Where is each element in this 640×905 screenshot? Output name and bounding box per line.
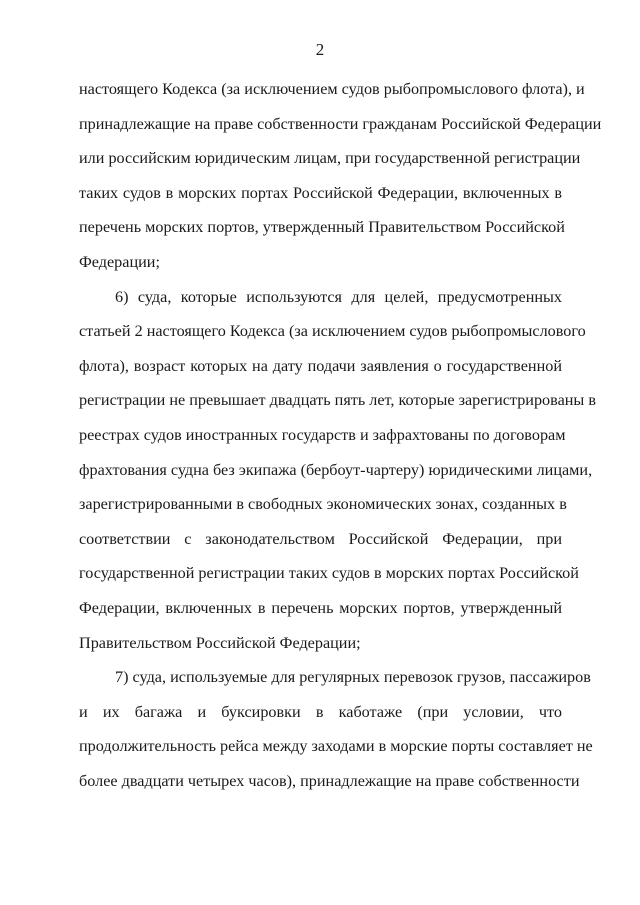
- text-line: регистрации не превышает двадцать пять лет, которые зарегистрированы в: [79, 391, 596, 410]
- paragraph-continuation: [79, 72, 602, 280]
- text-line: 6) суда, которые используются для целей, предусмотренных: [115, 287, 562, 306]
- text-line: принадлежащие на праве собственности гражданам Российской Федерации: [79, 114, 602, 133]
- text-line: перечень морских портов, утвержденный Правительством Российской: [79, 218, 565, 237]
- text-line: соответствии с законодательством Российской Федерации, при: [79, 529, 562, 548]
- text-line: Федерации;: [79, 252, 160, 271]
- page-number: 2: [315, 40, 325, 59]
- text-line: статьей 2 настоящего Кодекса (за исключением судов рыбопромыслового: [79, 322, 586, 341]
- text-line: государственной регистрации таких судов в морских портах Российской: [79, 564, 579, 583]
- text-line: фрахтования судна без экипажа (бербоут-чартеру) юридическими лицами,: [79, 460, 593, 479]
- text-line: таких судов в морских портах Российской Федерации, включенных в: [79, 183, 562, 202]
- text-line: Федерации, включенных в перечень морских портов, утвержденный: [79, 598, 562, 617]
- text-line: более двадцати четырех часов), принадлежащие на праве собственности: [79, 771, 580, 790]
- text-line: Правительством Российской Федерации;: [79, 633, 361, 652]
- document-body: [79, 72, 602, 798]
- text-line: и их багажа и буксировки в каботаже (при условии, что: [79, 702, 562, 721]
- paragraph-item-6: [79, 280, 596, 661]
- text-line: реестрах судов иностранных государств и зафрахтованы по договорам: [79, 425, 566, 444]
- text-line: 7) суда, используемые для регулярных перевозок грузов, пассажиров: [115, 668, 591, 687]
- text-line: продолжительность рейса между заходами в морские порты составляет не: [79, 737, 593, 756]
- text-line: зарегистрированными в свободных экономических зонах, созданных в: [79, 495, 567, 514]
- text-line: флота), возраст которых на дату подачи заявления о государственной: [79, 356, 562, 375]
- paragraph-item-7: [79, 660, 593, 798]
- text-line: настоящего Кодекса (за исключением судов рыбопромыслового флота), и: [79, 80, 585, 98]
- text-line: или российским юридическим лицам, при государственной регистрации: [79, 149, 581, 168]
